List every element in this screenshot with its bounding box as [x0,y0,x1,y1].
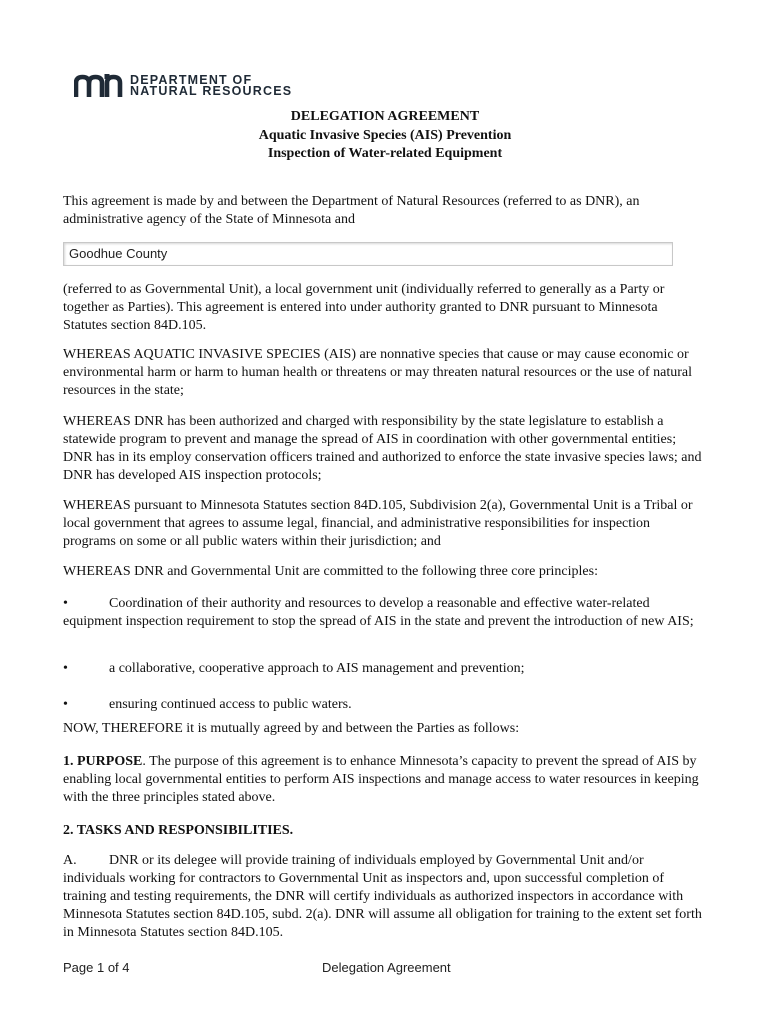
title-line-1: DELEGATION AGREEMENT [290,109,480,124]
whereas-ais-paragraph: WHEREAS AQUATIC INVASIVE SPECIES (AIS) are nonnative species that cause or may cause economic or environmental harm or harm to human health or threatens or may threaten natural resources or the use of natural resources in the state; [63,347,692,398]
now-therefore-paragraph: NOW, THEREFORE it is mutually agreed by and between the Parties as follows: [63,721,520,736]
bullet-dot: • [63,596,68,611]
bullet-text: a collaborative, cooperative approach to AIS management and prevention; [109,661,525,676]
whereas-statute-paragraph: WHEREAS pursuant to Minnesota Statutes section 84D.105, Subdivision 2(a), Governmental Unit is a Tribal or local government that agrees to assume legal, financial, and administrative responsibilities for inspection programs on some or all public waters within their jurisdiction; and [63,498,693,549]
purpose-text: . The purpose of this agreement is to enhance Minnesota’s capacity to prevent the spread of AIS by enabling local governmental entities to perform AIS inspections and manage access to water resources in keeping with the three principles stated above. [63,754,699,805]
task-a-paragraph [63,852,703,942]
principle-bullet-2 [63,660,703,678]
title-line-3: Inspection of Water-related Equipment [267,146,503,161]
tasks-heading: 2. TASKS AND RESPONSIBILITIES. [63,823,294,838]
mn-logo-icon [74,74,124,97]
whereas-principles-paragraph: WHEREAS DNR and Governmental Unit are committed to the following three core principles: [63,564,598,579]
task-a-label: A. [63,853,77,868]
footer-title: Delegation Agreement [322,960,451,975]
purpose-section [63,753,703,807]
bullet-dot: • [63,697,68,712]
bullet-text: Coordination of their authority and resources to develop a reasonable and effective water-related equipment inspection requirement to stop the spread of AIS in the state and prevent the introduction of new AIS; [63,596,694,629]
principle-bullet-1 [63,595,703,631]
logo-line-1: DEPARTMENT OF [130,72,253,87]
bullet-dot: • [63,661,68,676]
logo-line-2: NATURAL RESOURCES [130,83,293,98]
purpose-heading: 1. PURPOSE [63,754,143,769]
referred-paragraph: (referred to as Governmental Unit), a local government unit (individually referred to generally as a Party or together as Parties). This agreement is entered into under authority granted to DNR pursuant to Minnesota Statutes section 84D.105. [63,282,665,333]
intro-paragraph: This agreement is made by and between the Department of Natural Resources (referred to as DNR), an administrative agency of the State of Minnesota and [63,194,640,227]
governmental-unit-field[interactable]: Goodhue County [63,242,673,266]
task-a-text: DNR or its delegee will provide training of individuals employed by Governmental Unit and/or individuals working for contractors to Governmental Unit as inspectors and, upon successful completion of training and testing requirements, the DNR will certify individuals as authorized inspectors in accordance with Minnesota Statutes section 84D.105, subd. 2(a). DNR will assume all obligation for training to the extent set forth in Minnesota Statutes section 84D.105. [63,853,702,940]
principle-bullet-3 [63,696,703,714]
whereas-dnr-paragraph: WHEREAS DNR has been authorized and charged with responsibility by the state legislature to establish a statewide program to prevent and manage the spread of AIS in coordination with other governmental entities; DNR has in its employ conservation officers trained and authorized to enforce the state invasive species laws; and DNR has developed AIS inspection protocols; [63,414,702,483]
title-line-2: Aquatic Invasive Species (AIS) Prevention [258,127,512,143]
footer-page-number: Page 1 of 4 [63,960,130,975]
bullet-text: ensuring continued access to public waters. [109,697,352,712]
dnr-logo [74,74,292,97]
document-title [0,108,770,164]
